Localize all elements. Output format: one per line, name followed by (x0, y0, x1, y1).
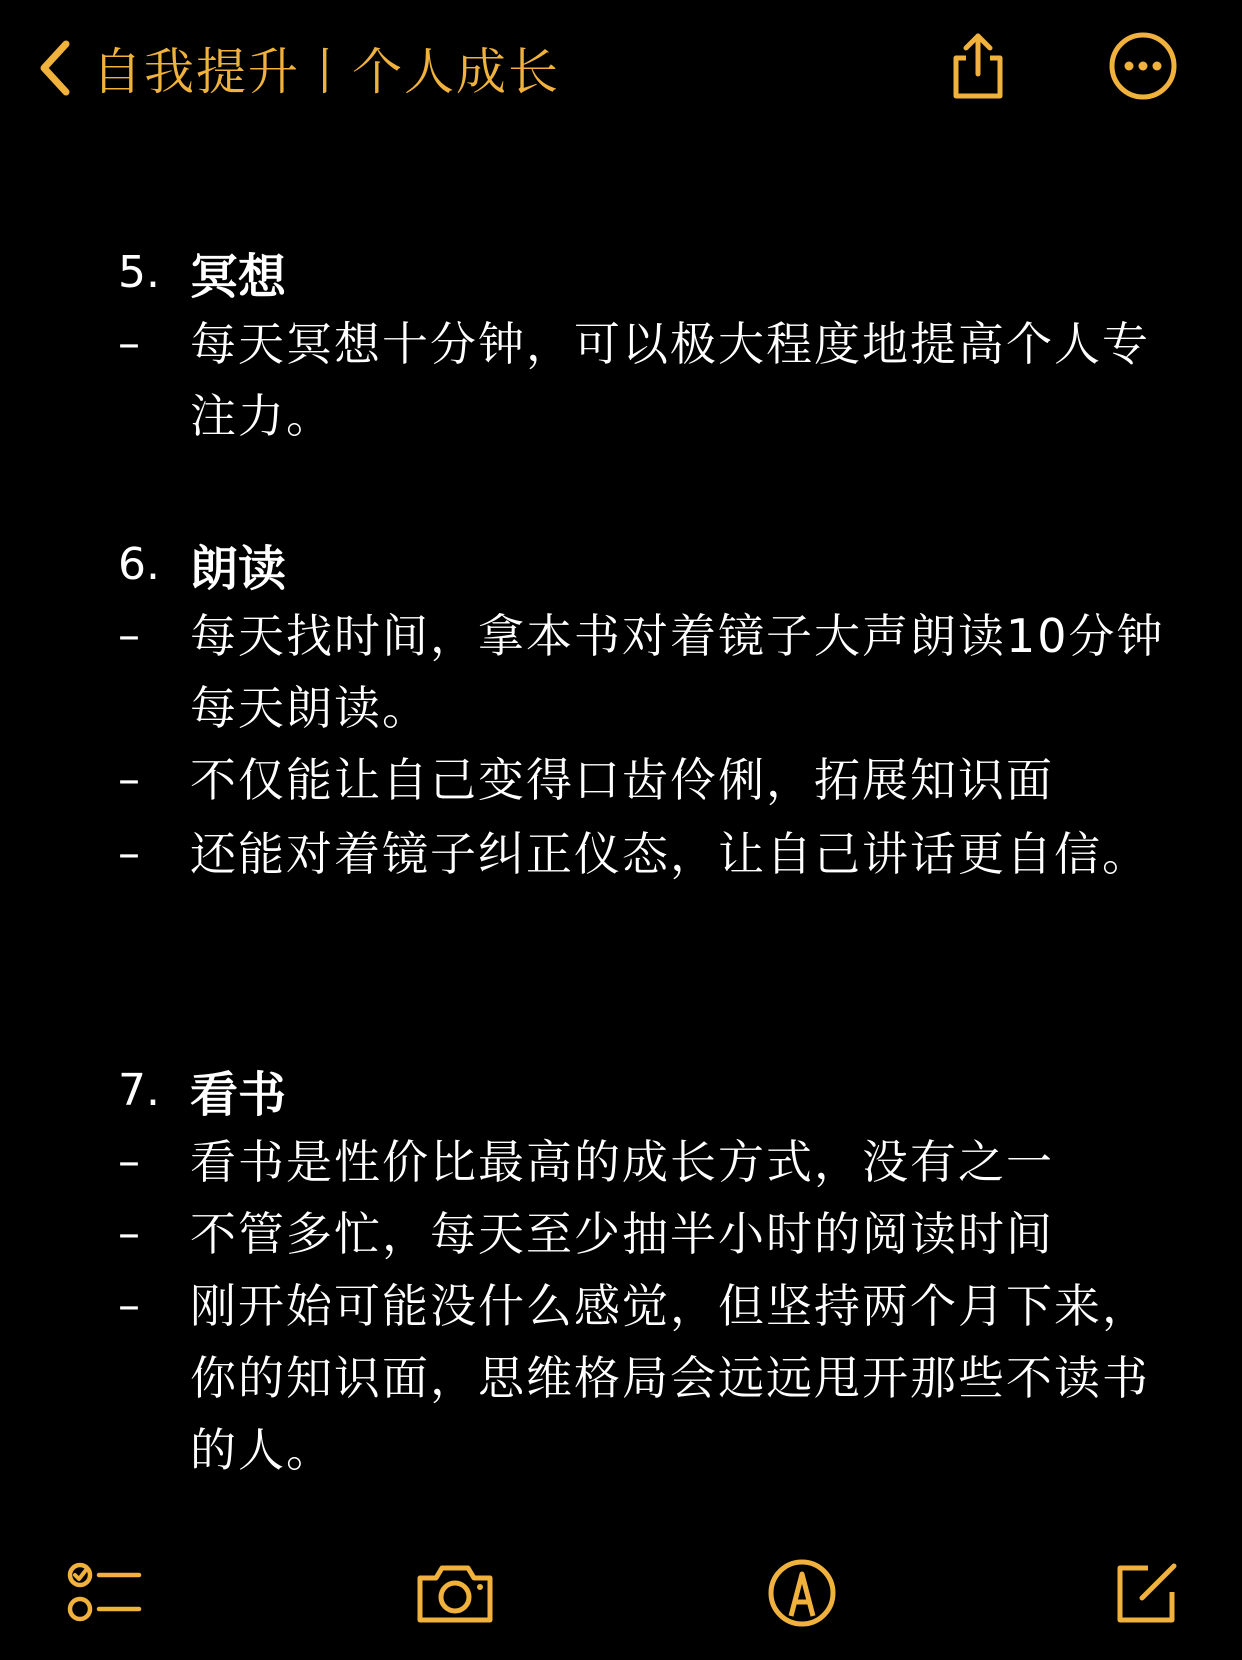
section-heading (118, 1054, 286, 1126)
list-item-text: 每天找时间，拿本书对着镜子大声朗读10分钟每天朗读。 (190, 609, 1165, 735)
chevron-left-icon (36, 38, 72, 98)
list-item-text: 每天冥想十分钟，可以极大程度地提高个人专注力。 (190, 317, 1150, 443)
camera-icon (414, 1560, 496, 1630)
list-item-text: 不仅能让自己变得口齿伶俐，拓展知识面 (190, 753, 1054, 807)
more-button[interactable] (1103, 28, 1183, 108)
dash-bullet: – (118, 318, 140, 369)
camera-button[interactable] (410, 1555, 500, 1635)
list-item-text: 还能对着镜子纠正仪态，让自己讲话更自信。 (190, 827, 1150, 881)
share-button[interactable] (938, 28, 1018, 108)
markup-pen-icon (767, 1558, 837, 1632)
markup-button[interactable] (757, 1555, 847, 1635)
section-number: 7. (118, 1064, 160, 1116)
section-heading (118, 528, 286, 600)
section-title: 朗读 (190, 540, 287, 597)
bottom-toolbar (0, 1540, 1242, 1650)
dash-bullet: – (118, 1208, 140, 1259)
checklist-button[interactable] (60, 1555, 150, 1635)
checklist-icon (67, 1559, 143, 1631)
dash-bullet: – (118, 610, 140, 661)
section-number: 6. (118, 538, 160, 590)
section-heading (118, 236, 286, 308)
dash-bullet: – (118, 1280, 140, 1331)
back-label: 自我提升丨个人成长 (92, 43, 560, 101)
back-button[interactable] (36, 28, 560, 108)
dash-bullet: – (118, 828, 140, 879)
navigation-bar (0, 0, 1242, 140)
list-item-text: 看书是性价比最高的成长方式，没有之一 (190, 1135, 1054, 1189)
dash-bullet: – (118, 754, 140, 805)
section-title: 冥想 (190, 248, 287, 305)
section-title: 看书 (190, 1066, 287, 1123)
dash-bullet: – (118, 1136, 140, 1187)
ellipsis-circle-icon (1108, 31, 1178, 105)
list-item-text: 刚开始可能没什么感觉，但坚持两个月下来，你的知识面，思维格局会远远甩开那些不读书的人。 (190, 1279, 1150, 1477)
compose-button[interactable] (1102, 1555, 1192, 1635)
list-item-text: 不管多忙，每天至少抽半小时的阅读时间 (190, 1207, 1054, 1261)
compose-icon (1112, 1558, 1182, 1632)
share-icon (946, 30, 1010, 106)
section-number: 5. (118, 246, 160, 298)
